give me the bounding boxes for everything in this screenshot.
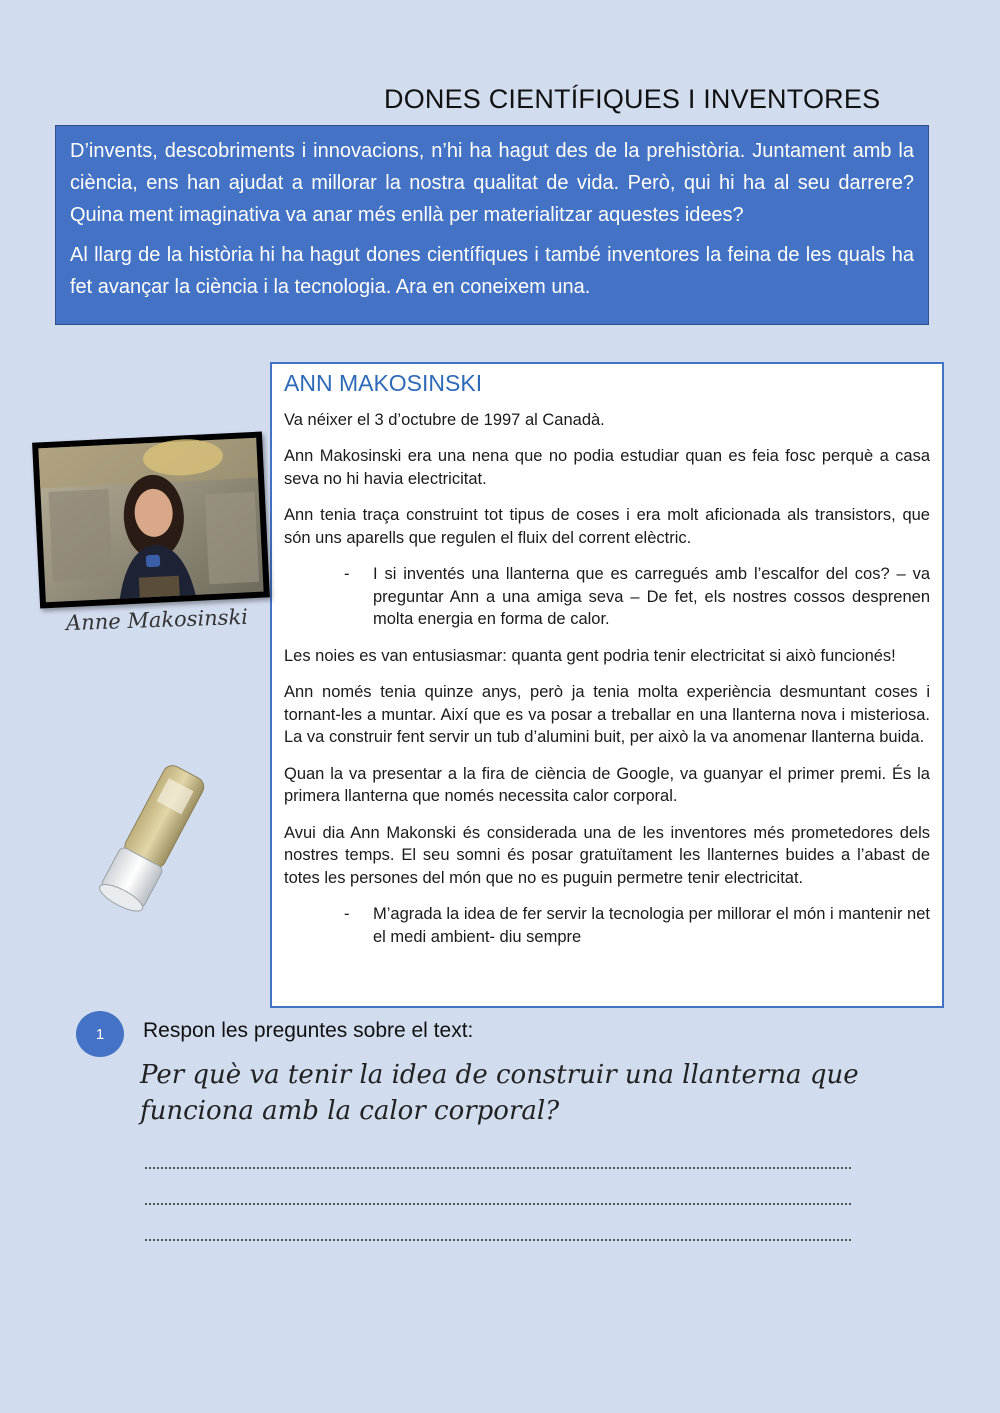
answer-line-1[interactable] bbox=[145, 1167, 851, 1169]
intro-paragraph-2: Al llarg de la història hi ha hagut dones científiques i també inventores la feina de les quals ha fet avançar la ciència i la tecnologia. Ara en coneixem una. bbox=[70, 244, 914, 298]
article-box bbox=[270, 362, 944, 1008]
intro-box bbox=[55, 125, 929, 325]
question-text: Per què va tenir la idea de construir una llanterna que funciona amb la calor corporal? bbox=[140, 1060, 859, 1126]
page-title: DONES CIENTÍFIQUES I INVENTORES bbox=[384, 84, 881, 114]
article-paragraph: Avui dia Ann Makonski és considerada una de les inventores més prometedores dels nostres temps. El seu somni és posar gratuïtament les llanternes buides a l’abast de totes les persones del món que no es puguin permetre tenir electricitat. bbox=[284, 823, 930, 887]
photo-caption: Anne Makosinski bbox=[65, 604, 249, 636]
portrait-image bbox=[32, 431, 270, 608]
article-dialogue: - I si inventés una llanterna que es carregués amb l’escalfor del cos? – va preguntar Ann a una amiga seva – De fet, els nostres cossos desprenen molta energia en forma de calor. bbox=[284, 563, 930, 631]
question-instruction: Respon les preguntes sobre el text: bbox=[143, 1019, 474, 1042]
article-paragraph: Ann tenia traça construint tot tipus de coses i era molt aficionada als transistors, que són uns aparells que regulen el fluix del corrent elèctric. bbox=[284, 506, 930, 547]
portrait-photo bbox=[32, 431, 270, 608]
article-paragraph: Ann només tenia quinze anys, però ja tenia molta experiència desmuntant coses i tornant-les a muntar. Així que es va posar a treballar en una llanterna nova i misteriosa. La va construir fent servir un tub d’alumini buit, per això la va anomenar llanterna buida. bbox=[284, 683, 930, 746]
article-paragraph: Quan la va presentar a la fira de ciència de Google, va guanyar el primer premi. És la primera llanterna que només necessita calor corporal. bbox=[284, 764, 930, 805]
article-paragraph: Les noies es van entusiasmar: quanta gent podria tenir electricitat si això funcionés! bbox=[284, 646, 896, 665]
answer-line-3[interactable] bbox=[145, 1239, 851, 1241]
answer-line-2[interactable] bbox=[145, 1203, 851, 1205]
article-paragraph: Va néixer el 3 d’octubre de 1997 al Canadà. bbox=[284, 410, 605, 429]
article-quote: - M’agrada la idea de fer servir la tecnologia per millorar el món i mantenir net el medi ambient- diu sempre bbox=[284, 903, 930, 948]
article-heading: ANN MAKOSINSKI bbox=[284, 370, 483, 396]
question-number-badge: 1 bbox=[76, 1011, 124, 1057]
intro-paragraph-1: D’invents, descobriments i innovacions, n’hi ha hagut des de la prehistòria. Juntament amb la ciència, ens han ajudat a millorar la nostra qualitat de vida. Però, qui hi ha al seu darrere? Quina ment imaginativa va anar més enllà per materialitzar aquestes idees? bbox=[70, 140, 914, 226]
flashlight-icon bbox=[92, 760, 212, 920]
flashlight-illustration bbox=[92, 760, 212, 920]
article-paragraph: Ann Makosinski era una nena que no podia estudiar quan es feia fosc perquè a casa seva no hi havia electricitat. bbox=[284, 447, 930, 488]
